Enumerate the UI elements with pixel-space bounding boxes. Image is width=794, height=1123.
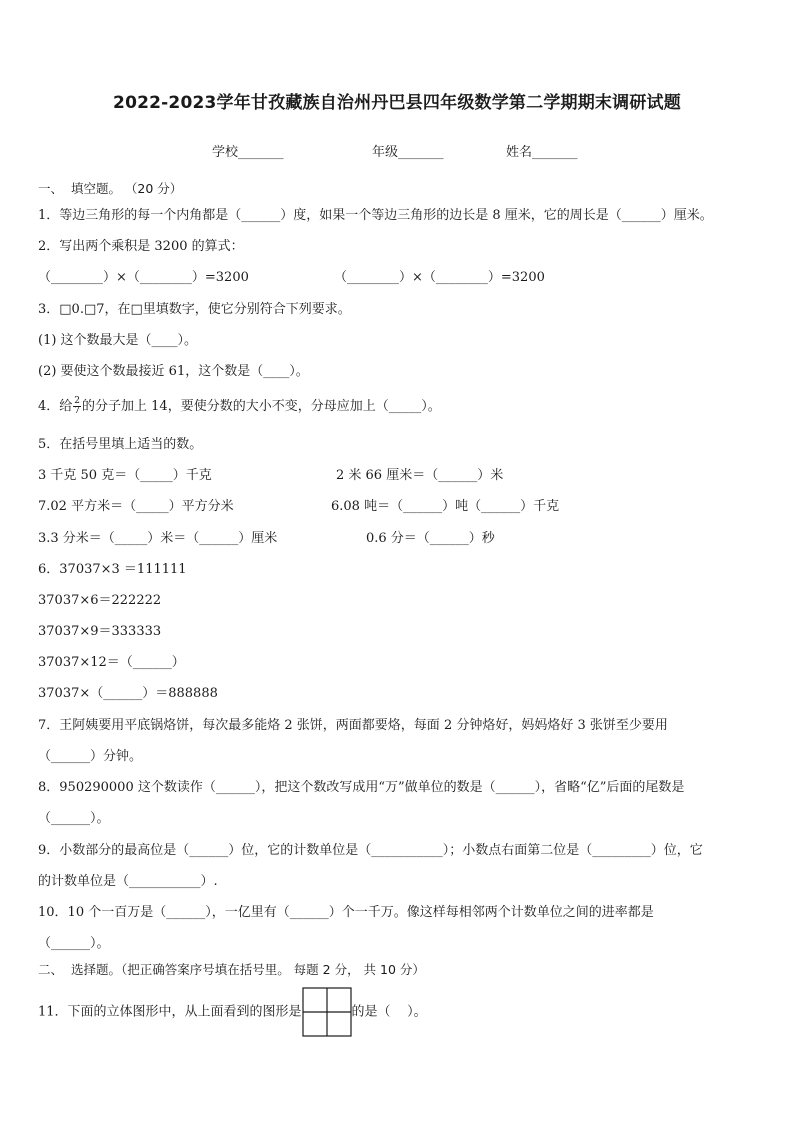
question-6-line-2: 37037×6＝222222 — [38, 593, 162, 608]
question-5-row-2a: 7.02 平方米＝（_____）平方分米 — [38, 499, 234, 514]
question-2-left: （________）×（________）=3200 — [38, 270, 249, 285]
grid-figure-svg — [302, 987, 352, 1037]
question-3-part-2: (2) 要使这个数最接近 61，这个数是（____）。 — [38, 364, 309, 379]
fraction-two-sevenths — [73, 397, 81, 416]
question-6-line-1: 6．37037×3 ＝111111 — [38, 562, 187, 577]
question-11-after: 的是（ ）。 — [351, 1004, 427, 1020]
question-5-row-3b: 0.6 分＝（______）秒 — [366, 531, 495, 546]
question-2-right: （________）×（________）=3200 — [334, 270, 545, 285]
question-5-stem: 5．在括号里填上适当的数。 — [38, 437, 203, 452]
question-11 — [38, 987, 427, 1038]
question-2-stem: 2．写出两个乘积是 3200 的算式： — [38, 239, 244, 254]
question-3-stem: 3．□0.□7，在□里填数字，使它分别符合下列要求。 — [38, 302, 351, 317]
question-4-after: 的分子加上 14，要使分数的大小不变，分母应加上（_____）。 — [82, 399, 441, 414]
four-square-grid-figure — [302, 987, 352, 1037]
grade-field[interactable]: 年级_______ — [372, 145, 444, 160]
question-9-line-2: 的计数单位是（___________）. — [38, 874, 218, 889]
question-10-line-1: 10．10 个一百万是（______），一亿里有（______）个一千万。像这样每相邻两个计数单位之间的进率都是 — [38, 905, 654, 920]
page-title: 2022-2023学年甘孜藏族自治州丹巴县四年级数学第二学期期末调研试题 — [113, 93, 681, 113]
question-6-line-4: 37037×12＝（______） — [38, 655, 185, 670]
question-6-line-5: 37037×（______）＝888888 — [38, 686, 218, 701]
name-field[interactable]: 姓名_______ — [506, 145, 578, 160]
question-5-row-3a: 3.3 分米＝（_____）米＝（______）厘米 — [38, 531, 278, 546]
question-7-line-1: 7．王阿姨要用平底锅烙饼，每次最多能烙 2 张饼，两面都要烙，每面 2 分钟烙好，妈妈烙好 3 张饼至少要用 — [38, 718, 668, 733]
school-field[interactable]: 学校_______ — [212, 145, 284, 160]
section-1-heading: 一、 填空题。 （20 分） — [38, 181, 183, 196]
fraction-numerator: 2 — [74, 396, 81, 406]
question-1: 1．等边三角形的每一个内角都是（______）度，如果一个等边三角形的边长是 8 厘米，它的周长是（______）厘米。 — [38, 208, 713, 223]
question-10-line-2: （______）。 — [38, 936, 110, 951]
question-8-line-1: 8．950290000 这个数读作（______），把这个数改写成用“万”做单位的数是（______），省略“亿”后面的尾数是 — [38, 780, 685, 795]
question-3-part-1: (1) 这个数最大是（____）。 — [38, 333, 198, 348]
question-4-before: 4．给 — [38, 399, 73, 414]
question-7-line-2: （______）分钟。 — [38, 749, 143, 764]
question-5-row-1a: 3 千克 50 克＝（_____）千克 — [38, 468, 212, 483]
question-11-before: 11．下面的立体图形中，从上面看到的图形是 — [38, 1004, 302, 1020]
question-8-line-2: （______）。 — [38, 811, 110, 826]
student-info-row — [0, 141, 794, 159]
question-9-line-1: 9．小数部分的最高位是（______）位，它的计数单位是（___________）；小数点右面第二位是（_________）位，它 — [38, 843, 703, 858]
question-6-line-3: 37037×9＝333333 — [38, 624, 162, 639]
question-4 — [38, 397, 441, 416]
section-2-heading: 二、 选择题。（把正确答案序号填在括号里。 每题 2 分， 共 10 分） — [38, 962, 425, 977]
fraction-denominator: 7 — [74, 406, 81, 416]
question-5-row-2b: 6.08 吨＝（______）吨（______）千克 — [331, 499, 560, 514]
question-5-row-1b: 2 米 66 厘米＝（______）米 — [336, 468, 504, 483]
